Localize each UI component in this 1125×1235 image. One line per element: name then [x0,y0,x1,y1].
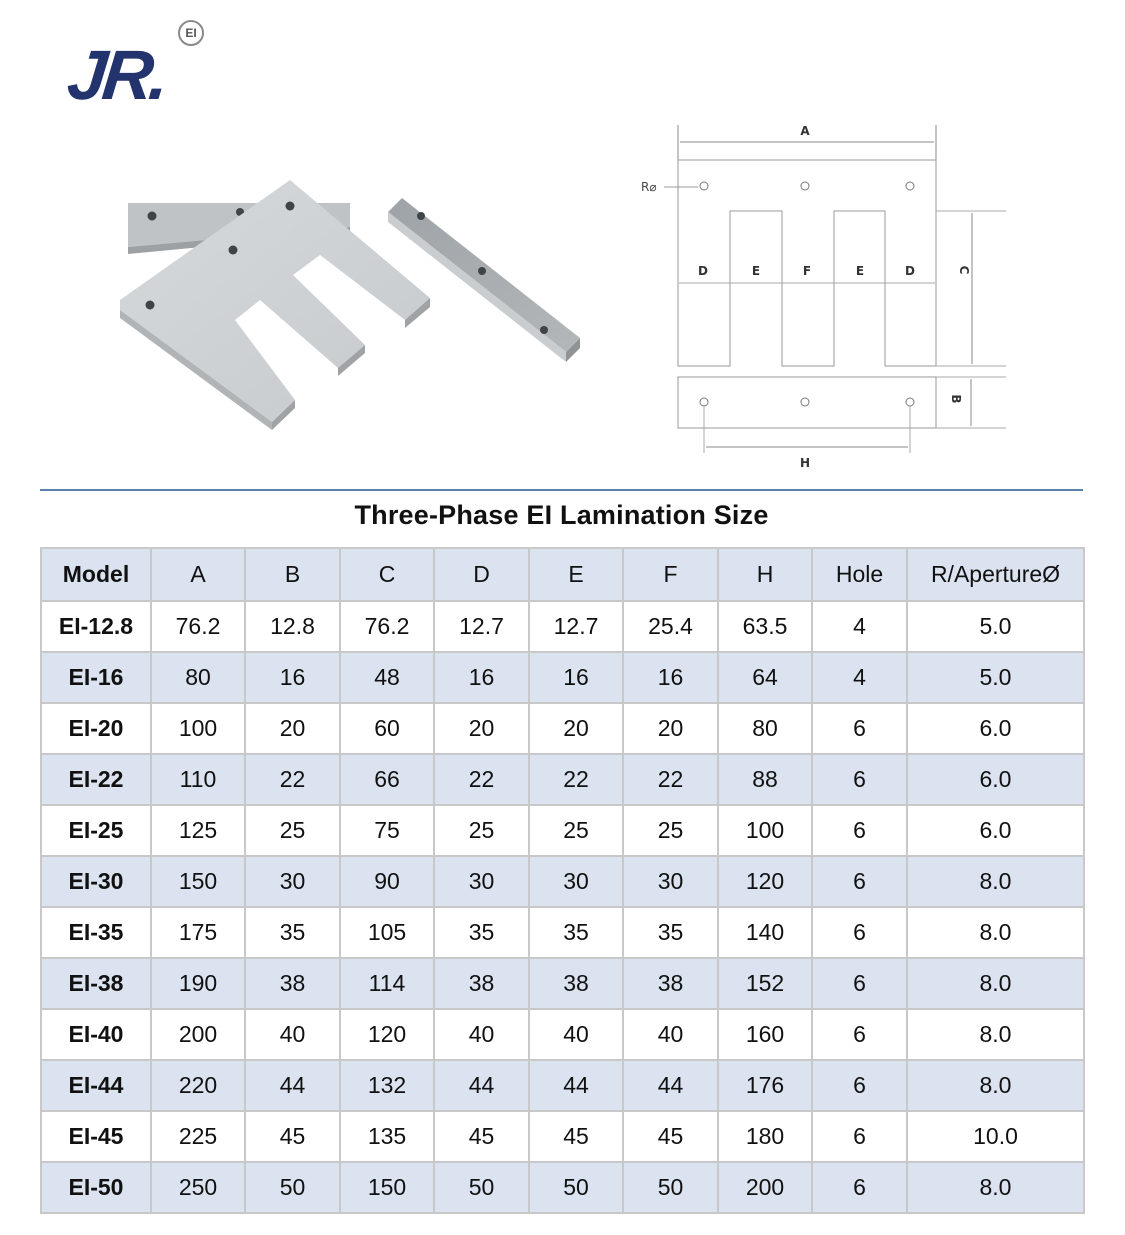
cell-model: EI-16 [41,652,151,703]
lamination-size-table [40,547,1085,1214]
col-header-model: Model [41,548,151,601]
cell-h: 152 [718,958,812,1009]
cell-f: 35 [623,907,718,958]
cell-a: 190 [151,958,245,1009]
dim-label-a: A [800,124,810,138]
cell-d: 25 [434,805,529,856]
table-row [41,1060,1084,1111]
cell-hole: 6 [812,907,907,958]
cell-e: 12.7 [529,601,623,652]
cell-h: 120 [718,856,812,907]
cell-d: 12.7 [434,601,529,652]
cell-a: 250 [151,1162,245,1213]
cell-a: 200 [151,1009,245,1060]
cell-h: 160 [718,1009,812,1060]
cell-d: 30 [434,856,529,907]
cell-hole: 6 [812,856,907,907]
cell-e: 35 [529,907,623,958]
dim-label-c: C [957,265,971,275]
cell-f: 30 [623,856,718,907]
cell-hole: 6 [812,1060,907,1111]
dim-label-e-left: E [751,264,761,278]
col-header-a: A [151,548,245,601]
cell-d: 40 [434,1009,529,1060]
table-row [41,805,1084,856]
dim-label-b: B [949,394,963,404]
cell-f: 25 [623,805,718,856]
col-header-h: H [718,548,812,601]
cell-h: 180 [718,1111,812,1162]
cell-c: 120 [340,1009,434,1060]
cell-aperture: 8.0 [907,958,1084,1009]
cell-a: 150 [151,856,245,907]
cell-model: EI-40 [41,1009,151,1060]
cell-hole: 4 [812,652,907,703]
table-row [41,754,1084,805]
cell-model: EI-22 [41,754,151,805]
cell-hole: 6 [812,805,907,856]
cell-b: 35 [245,907,340,958]
cell-d: 22 [434,754,529,805]
cell-c: 90 [340,856,434,907]
cell-d: 44 [434,1060,529,1111]
cell-aperture: 8.0 [907,1009,1084,1060]
cell-c: 105 [340,907,434,958]
dim-label-h: H [799,456,811,470]
cell-b: 44 [245,1060,340,1111]
dim-label-d-left: D [698,264,708,278]
table-header-row [41,548,1084,601]
table-row [41,856,1084,907]
col-header-e: E [529,548,623,601]
cell-aperture: 6.0 [907,703,1084,754]
cell-f: 20 [623,703,718,754]
dimension-diagram [630,115,1030,475]
cell-b: 20 [245,703,340,754]
cell-d: 20 [434,703,529,754]
cell-model: EI-35 [41,907,151,958]
cell-e: 16 [529,652,623,703]
cell-f: 44 [623,1060,718,1111]
table-row [41,1111,1084,1162]
cell-model: EI-12.8 [41,601,151,652]
cell-a: 76.2 [151,601,245,652]
cell-model: EI-20 [41,703,151,754]
cell-aperture: 6.0 [907,805,1084,856]
col-header-aperture: R/ApertureØ [907,548,1084,601]
table-title: Three-Phase EI Lamination Size [354,500,769,530]
table-row [41,601,1084,652]
cell-hole: 6 [812,1111,907,1162]
cell-aperture: 6.0 [907,754,1084,805]
table-row [41,652,1084,703]
cell-b: 40 [245,1009,340,1060]
cell-c: 150 [340,1162,434,1213]
cell-a: 225 [151,1111,245,1162]
cell-h: 64 [718,652,812,703]
cell-b: 22 [245,754,340,805]
registered-mark-icon: EI [178,20,204,46]
cell-b: 45 [245,1111,340,1162]
col-header-c: C [340,548,434,601]
cell-hole: 6 [812,703,907,754]
table-row [41,958,1084,1009]
cell-aperture: 10.0 [907,1111,1084,1162]
cell-hole: 4 [812,601,907,652]
cell-h: 63.5 [718,601,812,652]
logo-text: JR. [63,36,170,114]
dim-label-d-right: D [905,264,915,278]
cell-e: 40 [529,1009,623,1060]
cell-model: EI-44 [41,1060,151,1111]
cell-model: EI-50 [41,1162,151,1213]
cell-c: 76.2 [340,601,434,652]
dim-label-r: R⌀ [641,180,657,194]
brand-logo [63,18,216,114]
cell-h: 200 [718,1162,812,1213]
cell-h: 100 [718,805,812,856]
dim-label-f: F [802,264,812,278]
cell-b: 25 [245,805,340,856]
cell-c: 132 [340,1060,434,1111]
cell-model: EI-25 [41,805,151,856]
cell-d: 35 [434,907,529,958]
cell-h: 176 [718,1060,812,1111]
cell-a: 220 [151,1060,245,1111]
col-header-hole: Hole [812,548,907,601]
cell-e: 30 [529,856,623,907]
cell-d: 16 [434,652,529,703]
cell-f: 16 [623,652,718,703]
cell-aperture: 5.0 [907,601,1084,652]
cell-c: 114 [340,958,434,1009]
table-row [41,1162,1084,1213]
cell-b: 12.8 [245,601,340,652]
cell-f: 45 [623,1111,718,1162]
section-divider [40,489,1083,491]
cell-aperture: 8.0 [907,907,1084,958]
cell-f: 50 [623,1162,718,1213]
cell-e: 20 [529,703,623,754]
table-row [41,703,1084,754]
cell-e: 45 [529,1111,623,1162]
cell-c: 135 [340,1111,434,1162]
cell-e: 44 [529,1060,623,1111]
cell-aperture: 5.0 [907,652,1084,703]
cell-hole: 6 [812,1162,907,1213]
cell-h: 88 [718,754,812,805]
cell-e: 22 [529,754,623,805]
cell-f: 25.4 [623,601,718,652]
cell-hole: 6 [812,754,907,805]
col-header-f: F [623,548,718,601]
cell-e: 25 [529,805,623,856]
cell-a: 125 [151,805,245,856]
cell-a: 80 [151,652,245,703]
cell-c: 66 [340,754,434,805]
cell-b: 50 [245,1162,340,1213]
col-header-b: B [245,548,340,601]
cell-hole: 6 [812,958,907,1009]
cell-hole: 6 [812,1009,907,1060]
cell-f: 40 [623,1009,718,1060]
cell-aperture: 8.0 [907,856,1084,907]
cell-h: 80 [718,703,812,754]
cell-d: 50 [434,1162,529,1213]
cell-model: EI-45 [41,1111,151,1162]
col-header-d: D [434,548,529,601]
cell-model: EI-30 [41,856,151,907]
cell-a: 100 [151,703,245,754]
cell-d: 45 [434,1111,529,1162]
cell-f: 38 [623,958,718,1009]
cell-h: 140 [718,907,812,958]
cell-d: 38 [434,958,529,1009]
cell-b: 16 [245,652,340,703]
cell-c: 60 [340,703,434,754]
dim-label-e-right: E [855,264,865,278]
table-row [41,1009,1084,1060]
cell-e: 50 [529,1162,623,1213]
cell-b: 30 [245,856,340,907]
cell-aperture: 8.0 [907,1060,1084,1111]
lamination-photo [110,170,600,440]
cell-e: 38 [529,958,623,1009]
cell-a: 110 [151,754,245,805]
cell-c: 48 [340,652,434,703]
cell-f: 22 [623,754,718,805]
table-row [41,907,1084,958]
cell-model: EI-38 [41,958,151,1009]
cell-c: 75 [340,805,434,856]
cell-a: 175 [151,907,245,958]
cell-b: 38 [245,958,340,1009]
cell-aperture: 8.0 [907,1162,1084,1213]
